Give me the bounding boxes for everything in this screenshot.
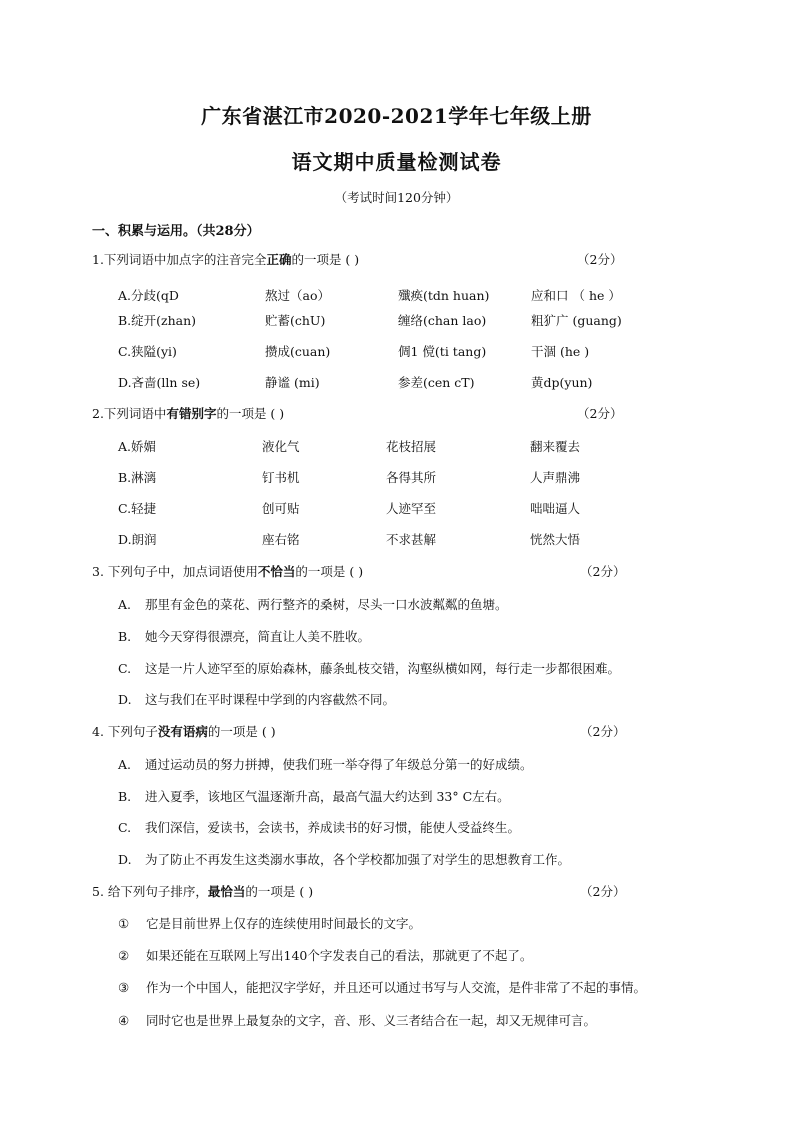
- question-3-score: （2分）: [580, 564, 626, 579]
- q5-sentence: ① 它是目前世界上仅存的连续使用时间最长的文字。: [118, 916, 422, 931]
- q2-option: 液化气: [262, 439, 300, 454]
- q2-option: C.轻捷: [118, 501, 157, 516]
- q2-option: 人迹罕至: [386, 501, 437, 516]
- q2-option: 人声鼎沸: [530, 470, 581, 485]
- q2-option: 恍然大悟: [530, 532, 581, 547]
- q2-option: A.娇媚: [118, 439, 157, 454]
- emphasis: 正确: [266, 252, 292, 267]
- emphasis: 没有语病: [157, 724, 208, 739]
- q4-choice: C. 我们深信，爱读书，会读书，养成读书的好习惯，能使人受益终生。: [118, 820, 521, 835]
- q3-choice: D. 这与我们在平时课程中学到的内容截然不同。: [118, 692, 396, 707]
- q5-sentence: ② 如果还能在互联网上写出140个字发表自己的看法，那就更了不起了。: [118, 948, 533, 963]
- q1-option: 熬过（ao）: [265, 288, 330, 303]
- q2-option: 花枝招展: [386, 439, 437, 454]
- q1-option: B.绽开(zhan): [118, 313, 197, 328]
- q1-option: 倜1 傥(ti tang): [398, 344, 487, 359]
- q1-option: 粗犷广 (guang): [531, 313, 622, 328]
- q2-option: 创可贴: [262, 501, 300, 516]
- q1-option: 攒成(cuan): [265, 344, 331, 359]
- q5-sentence: ④ 同时它也是世界上最复杂的文字，音、形、义三者结合在一起，却又无规律可言。: [118, 1013, 597, 1028]
- q2-option: 座右铭: [262, 532, 300, 547]
- q1-option: 参差(cen cT): [398, 375, 475, 390]
- question-4: 4. 下列句子没有语病的一项是 ( ): [92, 724, 276, 739]
- q1-option: C.狭隘(yi): [118, 344, 177, 359]
- q5-sentence: ③ 作为一个中国人，能把汉字学好，并且还可以通过书写与人交流，是件非常了不起的事情。: [118, 980, 647, 995]
- q1-option: 静谧 (mi): [265, 375, 320, 390]
- question-5-score: （2分）: [580, 884, 626, 899]
- emphasis: 不恰当: [257, 564, 296, 579]
- question-1-score: （2分）: [577, 252, 623, 267]
- q4-choice: A. 通过运动员的努力拼搏，使我们班一举夺得了年级总分第一的好成绩。: [118, 757, 533, 772]
- exam-subtitle-title: 语文期中质量检测试卷: [291, 150, 502, 174]
- q2-option: 钉书机: [262, 470, 300, 485]
- q1-option: A.分歧(qD: [118, 288, 179, 303]
- question-2: 2.下列词语中有错别字的一项是 ( ): [92, 406, 285, 421]
- q2-option: 咄咄逼人: [530, 501, 581, 516]
- question-1: 1.下列词语中加点字的注音完全正确的一项是 ( ): [92, 252, 360, 267]
- q2-option: B.淋漓: [118, 470, 157, 485]
- q4-choice: D. 为了防止不再发生这类溺水事故，各个学校都加强了对学生的思想教育工作。: [118, 852, 571, 867]
- q3-choice: B. 她今天穿得很漂亮，简直让人美不胜收。: [118, 629, 371, 644]
- q2-option: D.朗润: [118, 532, 157, 547]
- q2-option: 各得其所: [386, 470, 437, 485]
- emphasis: 有错别字: [166, 406, 217, 421]
- q1-option: 黄dp(yun): [531, 375, 593, 390]
- q1-option: 贮蓄(chU): [265, 313, 326, 328]
- question-3: 3. 下列句子中，加点词语使用不恰当的一项是 ( ): [92, 564, 364, 579]
- q4-choice: B. 进入夏季，该地区气温逐渐升高，最高气温大约达到 33° C左右。: [118, 789, 510, 804]
- q3-choice: A. 那里有金色的菜花、两行整齐的桑树，尽头一口水波粼粼的鱼塘。: [118, 597, 508, 612]
- emphasis: 最恰当: [207, 884, 246, 899]
- exam-duration: （考试时间120分钟）: [334, 190, 459, 205]
- question-4-score: （2分）: [580, 724, 626, 739]
- q3-choice: C. 这是一片人迹罕至的原始森林，藤条虬枝交错，沟壑纵横如网，每行走一步都很困难。: [118, 661, 621, 676]
- q1-option: 缠络(chan lao): [398, 313, 487, 328]
- q1-option: D.吝啬(lln se): [118, 375, 201, 390]
- q1-option: 应和口 （ he ）: [531, 288, 621, 303]
- exam-title: 广东省湛江市2020-2021学年七年级上册: [201, 104, 592, 128]
- q1-option: 干涸 (he ): [531, 344, 590, 359]
- q1-option: 殲痪(tdn huan): [398, 288, 490, 303]
- question-2-score: （2分）: [577, 406, 623, 421]
- section-heading: 一、积累与运用。（共28分）: [92, 224, 260, 239]
- q2-option: 不求甚解: [386, 532, 437, 547]
- question-5: 5. 给下列句子排序，最恰当的一项是 ( ): [92, 884, 314, 899]
- q2-option: 翻来覆去: [530, 439, 581, 454]
